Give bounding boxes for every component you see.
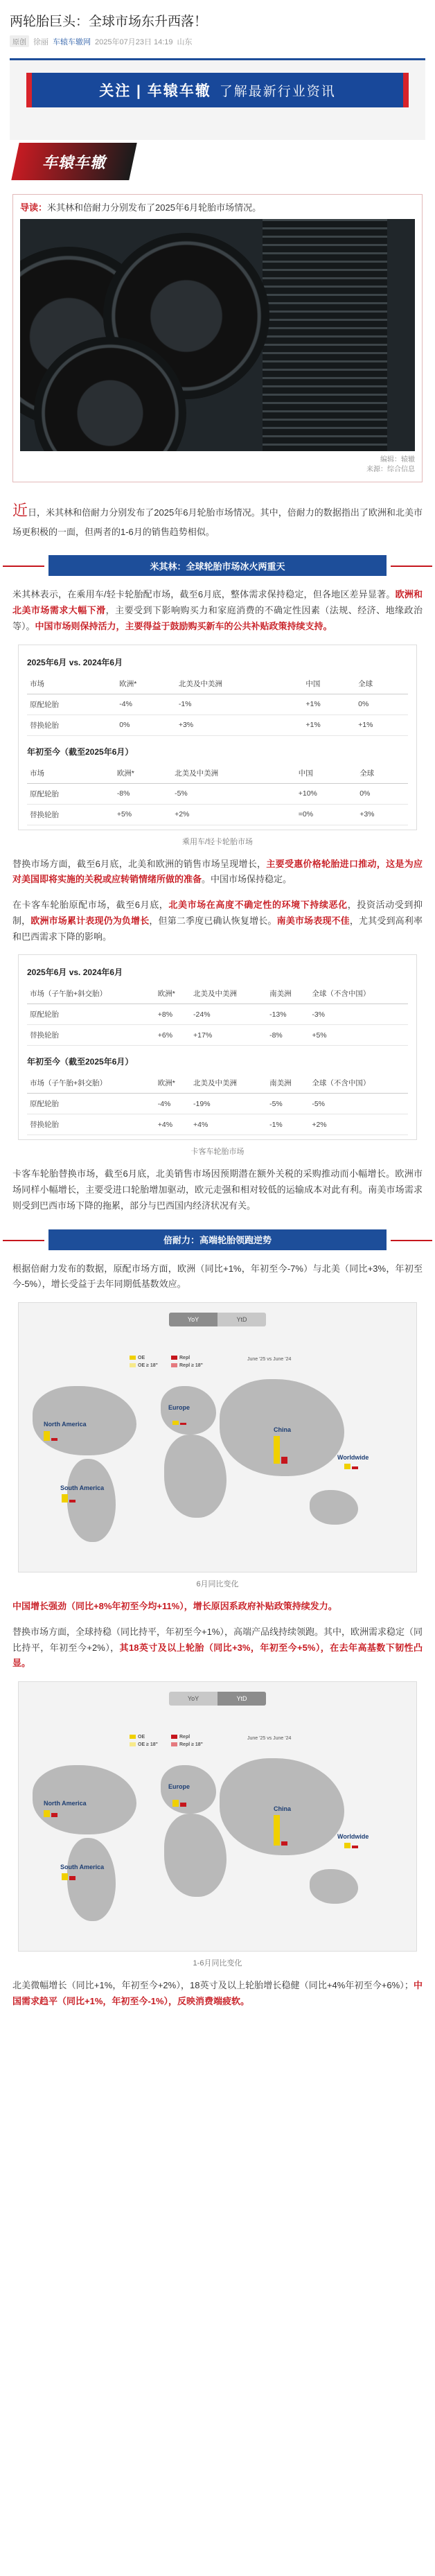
bar (172, 1421, 179, 1425)
author: 徐丽 (33, 37, 48, 46)
col-header: 北美及中美洲 (172, 763, 296, 784)
p3-c: 。中国市场保持稳定。 (202, 874, 292, 885)
region-label-europe: Europe (168, 1783, 190, 1790)
col-header: 市场（子午胎+斜交胎） (27, 983, 155, 1004)
table-row (27, 715, 408, 735)
bars-north-america (44, 1431, 57, 1441)
legend-label: OE (138, 1735, 145, 1740)
paragraph-9 (0, 1978, 435, 2010)
bar (352, 1846, 358, 1848)
col-header: 市场（子午胎+斜交胎） (27, 1073, 155, 1094)
col-header: 中国 (303, 674, 355, 694)
cell: 原配轮胎 (27, 1094, 155, 1114)
chart-date-range: June '25 vs June '24 (247, 1736, 292, 1741)
col-header: 全球 (355, 674, 408, 694)
cell: +5% (309, 1025, 408, 1046)
col-header: 南美洲 (267, 1073, 309, 1094)
bars-china (274, 1436, 287, 1464)
bars-north-america (44, 1810, 57, 1817)
cell: +3% (357, 804, 408, 825)
cell: -3% (309, 1004, 408, 1025)
col-header: 北美及中美洲 (190, 983, 267, 1004)
legend-oe (130, 1735, 171, 1740)
paragraph-8 (0, 1624, 435, 1672)
p2-c: ，主要受到下影响购买力和家庭消费的不确定性因素（法规、经济、地缘政治等）。 (12, 605, 423, 631)
p4-c: ，投资活动受到抑制， (12, 900, 423, 926)
tab-yoy[interactable]: YoY (169, 1313, 218, 1326)
bar (352, 1466, 358, 1469)
col-header: 南美洲 (267, 983, 309, 1004)
p3-a: 替换市场方面，截至6月底，北美和欧洲的销售市场呈现增长， (12, 858, 267, 869)
tire-tread (263, 219, 325, 451)
legend-swatch (130, 1735, 136, 1739)
paragraph-2 (0, 587, 435, 634)
table-row (27, 783, 408, 804)
legend-oe-18 (130, 1742, 171, 1747)
legend-swatch (130, 1742, 136, 1746)
region-label-europe: Europe (168, 1404, 190, 1411)
bars-south-america (62, 1494, 76, 1502)
period-tabs (169, 1313, 266, 1326)
banner-accent-left (26, 73, 32, 107)
bar (172, 1800, 179, 1807)
legend-label: OE ≥ 18" (138, 1363, 158, 1368)
legend-swatch (130, 1363, 136, 1367)
p4-b: 北美市场在高度不确定性的环境下持续恶化 (168, 900, 348, 910)
publish-date: 2025年07月23日 14:19 (95, 37, 173, 46)
publish-location: 山东 (177, 37, 193, 46)
cell: -5% (309, 1094, 408, 1114)
tire-tread (325, 219, 387, 451)
table-row (27, 804, 408, 825)
cell: 替换轮胎 (27, 1025, 155, 1046)
truck-tire-table (18, 954, 417, 1140)
cell: -4% (116, 694, 176, 715)
p4-g: ，尤其受到高利率和巴西需求下降的影响。 (12, 915, 423, 942)
bars-china (274, 1815, 287, 1846)
bar (180, 1803, 186, 1807)
cell: -5% (172, 783, 296, 804)
table-header-row (27, 983, 408, 1004)
table1-ytd (27, 763, 408, 825)
cell: -8% (114, 783, 172, 804)
source-link[interactable]: 车辕车辙网 (53, 37, 91, 46)
region-label-north-america: North America (44, 1421, 87, 1428)
bars-worldwide (344, 1464, 358, 1469)
follow-banner[interactable] (10, 58, 425, 140)
col-header: 市场 (27, 763, 114, 784)
legend-repl (171, 1735, 213, 1740)
paragraph-4 (0, 897, 435, 945)
cell: 0% (357, 783, 408, 804)
bar (281, 1457, 287, 1464)
article-meta (0, 35, 435, 54)
col-header: 欧洲* (155, 983, 190, 1004)
logo-text: 车辕车辙 (42, 153, 106, 171)
cell: +1% (355, 715, 408, 735)
col-header: 欧洲* (114, 763, 172, 784)
section-heading-pirelli-text: 倍耐力：高端轮胎领跑逆势 (163, 1235, 272, 1245)
table1-caption: 乘用车/轻卡轮胎市场 (181, 837, 254, 846)
table1-heading-b: 年初至今（截至2025年6月） (27, 746, 134, 757)
legend-label: OE (138, 1356, 145, 1360)
tab-ytd[interactable]: YtD (218, 1692, 266, 1706)
lead-body: 米其林和倍耐力分别发布了2025年6月轮胎市场情况。 (47, 202, 262, 213)
p7-text: 中国增长强劲（同比+8%年初至今均+11%），增长原因系政府补贴政策持续发力。 (12, 1601, 337, 1611)
bars-europe (172, 1800, 186, 1807)
photo-source: 来源：综合信息 (366, 466, 415, 473)
table1-heading-a: 2025年6月 vs. 2024年6月 (27, 657, 123, 667)
col-header: 欧洲* (116, 674, 176, 694)
p9-b: 中国需求趋平（同比+1%，年初至今-1%），反映消费端疲软。 (12, 1980, 423, 2006)
cell: =0% (296, 804, 357, 825)
legend-oe-18 (130, 1363, 171, 1368)
legend-repl-18 (171, 1742, 213, 1747)
section-heading-michelin-text: 米其林：全球轮胎市场冰火两重天 (150, 561, 285, 572)
bar (274, 1815, 280, 1846)
bar (274, 1436, 280, 1464)
col-header: 市场 (27, 674, 116, 694)
bar (62, 1873, 68, 1880)
table-header-row (27, 674, 408, 694)
p2-a: 米其林表示，在乘用车/轻卡轮胎配市场，截至6月底，整体需求保持稳定，但各地区差异显著。 (12, 589, 396, 600)
p4-a: 在卡客车轮胎原配市场，截至6月底， (12, 900, 169, 910)
cell: +17% (190, 1025, 267, 1046)
lead-text (20, 200, 415, 213)
cell: -13% (267, 1004, 309, 1025)
chart-legend (130, 1735, 213, 1747)
africa-shape (164, 1814, 227, 1897)
col-header: 全球（不含中国） (309, 1073, 408, 1094)
brand-logo (11, 143, 136, 180)
table2-ytd (27, 1073, 408, 1135)
bar (62, 1494, 68, 1502)
cell: +1% (303, 715, 355, 735)
table-header-row (27, 763, 408, 784)
legend-label: Repl ≥ 18" (179, 1742, 204, 1747)
cell: -19% (190, 1094, 267, 1114)
photo-caption (20, 455, 415, 475)
paragraph-3 (0, 857, 435, 888)
table2-monthly (27, 983, 408, 1046)
cell: 0% (355, 694, 408, 715)
table-row (27, 1114, 408, 1135)
region-label-china: China (274, 1805, 292, 1812)
oceania-shape (310, 1869, 358, 1904)
legend-swatch (171, 1742, 177, 1746)
follow-bar (26, 73, 409, 107)
cell: +1% (303, 694, 355, 715)
paragraph-5: 卡客车轮胎替换市场，截至6月底，北美销售市场因预期潜在额外关税的采购推动而小幅增长。欧洲市场同样小幅增长，主要受进口轮胎增加驱动，欧元走强和相对较低的运输成本对此有利。南美市场需求则受到巴西市场下降的拖累，部分与巴西国内经济状况有关。 (12, 1168, 423, 1211)
cell: -4% (155, 1094, 190, 1114)
bar (344, 1464, 350, 1469)
legend-label: Repl (179, 1356, 190, 1360)
p4-d: 欧洲市场累计表现仍为负增长 (30, 915, 150, 926)
africa-shape (164, 1435, 227, 1518)
table-header-row (27, 1073, 408, 1094)
banner-text-1: 关注 | 车辕车辙 (99, 83, 211, 99)
cell: +5% (114, 804, 172, 825)
map1-caption: 6月同比变化 (196, 1580, 239, 1588)
cell: 替换轮胎 (27, 804, 114, 825)
tab-yoy[interactable]: YoY (187, 1695, 199, 1702)
p2-b: 欧洲和北美市场需求大幅下滑 (12, 589, 423, 615)
legend-label: Repl (179, 1735, 190, 1740)
table-row (27, 694, 408, 715)
col-header: 北美及中美洲 (176, 674, 303, 694)
col-header: 中国 (296, 763, 357, 784)
cell: +4% (190, 1114, 267, 1135)
paragraph-1-text: 日，米其林和倍耐力分别发布了2025年6月轮胎市场情况。其中，倍耐力的数据指出了欧洲和北美市场更积极的一面，但两者的1-6月的销售趋势相似。 (12, 507, 423, 537)
drop-cap: 近 (12, 502, 28, 519)
region-label-worldwide: Worldwide (337, 1454, 369, 1461)
cell: -1% (267, 1114, 309, 1135)
region-label-worldwide: Worldwide (337, 1833, 369, 1840)
tire-photo (20, 219, 415, 451)
bars-europe (172, 1421, 186, 1425)
bar (69, 1876, 76, 1880)
table2-heading-a: 2025年6月 vs. 2024年6月 (27, 967, 123, 978)
photo-editor: 编辑：辕辙 (380, 456, 415, 464)
intro-box (12, 194, 423, 482)
map2-caption: 1-6月同比变化 (193, 1959, 242, 1968)
region-label-south-america: South America (60, 1484, 105, 1491)
bars-south-america (62, 1873, 76, 1880)
cell: +2% (172, 804, 296, 825)
cell: 0% (116, 715, 176, 735)
p9-a: 北美微幅增长（同比+1%，年初至今+2%），18英寸及以上轮胎增长稳健（同比+4%年初至今+6%）； (12, 1980, 414, 1990)
bar (69, 1500, 76, 1502)
cell: +2% (309, 1114, 408, 1135)
bar (281, 1841, 287, 1846)
cell: +4% (155, 1114, 190, 1135)
chart-date-range: June '25 vs June '24 (247, 1357, 292, 1362)
lead-label: 导读： (20, 202, 48, 213)
pc-tire-table (18, 645, 417, 830)
table1-monthly (27, 674, 408, 736)
col-header: 全球（不含中国） (309, 983, 408, 1004)
paragraph-7 (0, 1599, 435, 1615)
legend-swatch (171, 1363, 177, 1367)
legend-oe (130, 1356, 171, 1360)
map-chart-monthly (18, 1302, 417, 1572)
period-tabs (169, 1692, 266, 1706)
p2-d: 中国市场则保持活力，主要得益于鼓励购买新车的公共补贴政策持续支持。 (35, 620, 332, 631)
legend-repl-18 (171, 1363, 213, 1368)
bar (44, 1431, 50, 1441)
cell: -24% (190, 1004, 267, 1025)
paragraph-1 (0, 498, 435, 540)
p8-a: 替换市场方面，全球持稳（同比持平，年初至今+1%），高端产品线持续领跑。其中，欧洲需求稳定（同比持平，年初至今+2%）， (12, 1626, 423, 1653)
cell: 替换轮胎 (27, 1114, 155, 1135)
section-heading-michelin (48, 555, 387, 576)
p4-f: 南美市场表现不佳 (276, 915, 350, 926)
table-row (27, 1025, 408, 1046)
legend-swatch (171, 1735, 177, 1739)
banner-text-2: 了解最新行业资讯 (219, 84, 336, 99)
table2-caption: 卡客车轮胎市场 (190, 1148, 245, 1157)
region-label-north-america: North America (44, 1800, 87, 1807)
legend-repl (171, 1356, 213, 1360)
map-chart-ytd (18, 1681, 417, 1952)
table-row (27, 1004, 408, 1025)
bar (51, 1438, 57, 1441)
section-heading-pirelli (48, 1229, 387, 1250)
banner-accent-right (403, 73, 409, 107)
cell: +10% (296, 783, 357, 804)
tab-ytd[interactable]: YtD (236, 1316, 247, 1323)
legend-label: OE ≥ 18" (138, 1742, 158, 1747)
bar (180, 1423, 186, 1425)
cell: 原配轮胎 (27, 1004, 155, 1025)
bar (51, 1813, 57, 1817)
col-header: 北美及中美洲 (190, 1073, 267, 1094)
bars-worldwide (344, 1843, 358, 1848)
cell: +3% (176, 715, 303, 735)
col-header: 欧洲* (155, 1073, 190, 1094)
cell: +8% (155, 1004, 190, 1025)
region-label-south-america: South America (60, 1864, 105, 1870)
cell: -5% (267, 1094, 309, 1114)
bar (344, 1843, 350, 1848)
cell: 原配轮胎 (27, 694, 116, 715)
region-label-china: China (274, 1426, 292, 1433)
cell: +6% (155, 1025, 190, 1046)
article-title: 两轮胎巨头：全球市场东升西落！ (10, 15, 208, 29)
p8-b: 其18英寸及以上轮胎（同比+3%，年初至今+5%），在去年高基数下韧性凸显。 (12, 1642, 423, 1669)
legend-swatch (171, 1356, 177, 1360)
chart-legend (130, 1356, 213, 1368)
brand-logo-block (10, 140, 425, 184)
legend-swatch (130, 1356, 136, 1360)
original-tag: 原创 (10, 35, 29, 47)
bar (44, 1810, 50, 1817)
cell: 原配轮胎 (27, 783, 114, 804)
table2-heading-b: 年初至今（截至2025年6月） (27, 1057, 134, 1067)
p3-b: 主要受惠价格轮胎进口推动，这是为应对美国即将实施的关税或应转销情绪所做的准备 (12, 858, 423, 885)
table-row (27, 1094, 408, 1114)
paragraph-6: 根据倍耐力发布的数据，原配市场方面，欧洲（同比+1%，年初至今-7%）与北美（同比+3%，年初至今-5%），增长受益于去年同期低基数效应。 (12, 1263, 423, 1290)
p4-e: ，但第二季度已确认恢复增长。 (149, 915, 277, 926)
cell: 替换轮胎 (27, 715, 116, 735)
cell: -1% (176, 694, 303, 715)
oceania-shape (310, 1490, 358, 1525)
col-header: 全球 (357, 763, 408, 784)
cell: -8% (267, 1025, 309, 1046)
legend-label: Repl ≥ 18" (179, 1363, 204, 1368)
